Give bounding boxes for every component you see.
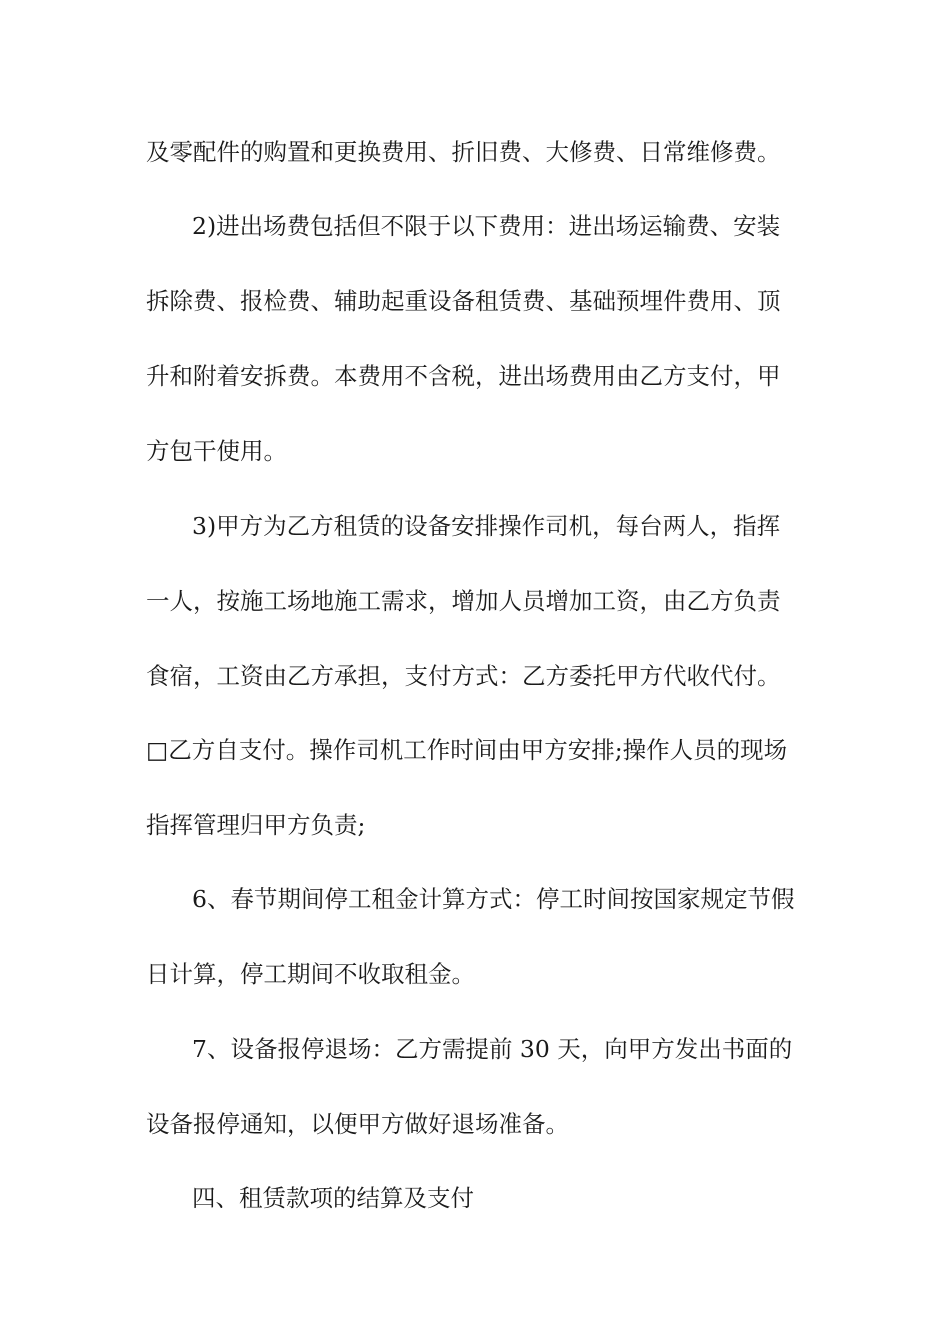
body-text-line: 食宿，工资由乙方承担，支付方式：乙方委托甲方代收代付。 bbox=[146, 662, 781, 690]
body-text-line: 及零配件的购置和更换费用、折旧费、大修费、日常维修费。 bbox=[146, 138, 781, 166]
body-text-line: 一人，按施工场地施工需求，增加人员增加工资，由乙方负责 bbox=[146, 587, 781, 615]
paragraph-start-line: 3)甲方为乙方租赁的设备安排操作司机，每台两人，指挥 bbox=[192, 512, 781, 540]
body-text-line: 升和附着安拆费。本费用不含税，进出场费用由乙方支付，甲 bbox=[146, 362, 781, 390]
body-text-line: 拆除费、报检费、辅助起重设备租赁费、基础预埋件费用、顶 bbox=[146, 287, 781, 315]
body-text-line: 设备报停通知，以便甲方做好退场准备。 bbox=[146, 1110, 569, 1138]
section-heading: 四、租赁款项的结算及支付 bbox=[192, 1184, 474, 1212]
body-text-line: 方包干使用。 bbox=[146, 437, 287, 465]
paragraph-start-line: 6、春节期间停工租金计算方式：停工时间按国家规定节假 bbox=[192, 885, 795, 913]
body-text-line: 日计算，停工期间不收取租金。 bbox=[146, 960, 475, 988]
paragraph-start-line: 2)进出场费包括但不限于以下费用：进出场运输费、安装 bbox=[192, 212, 781, 240]
body-text-line: 指挥管理归甲方负责; bbox=[146, 811, 366, 839]
body-text-line: □乙方自支付。操作司机工作时间由甲方安排;操作人员的现场 bbox=[146, 736, 788, 764]
paragraph-start-line: 7、设备报停退场：乙方需提前 30 天，向甲方发出书面的 bbox=[192, 1035, 793, 1063]
